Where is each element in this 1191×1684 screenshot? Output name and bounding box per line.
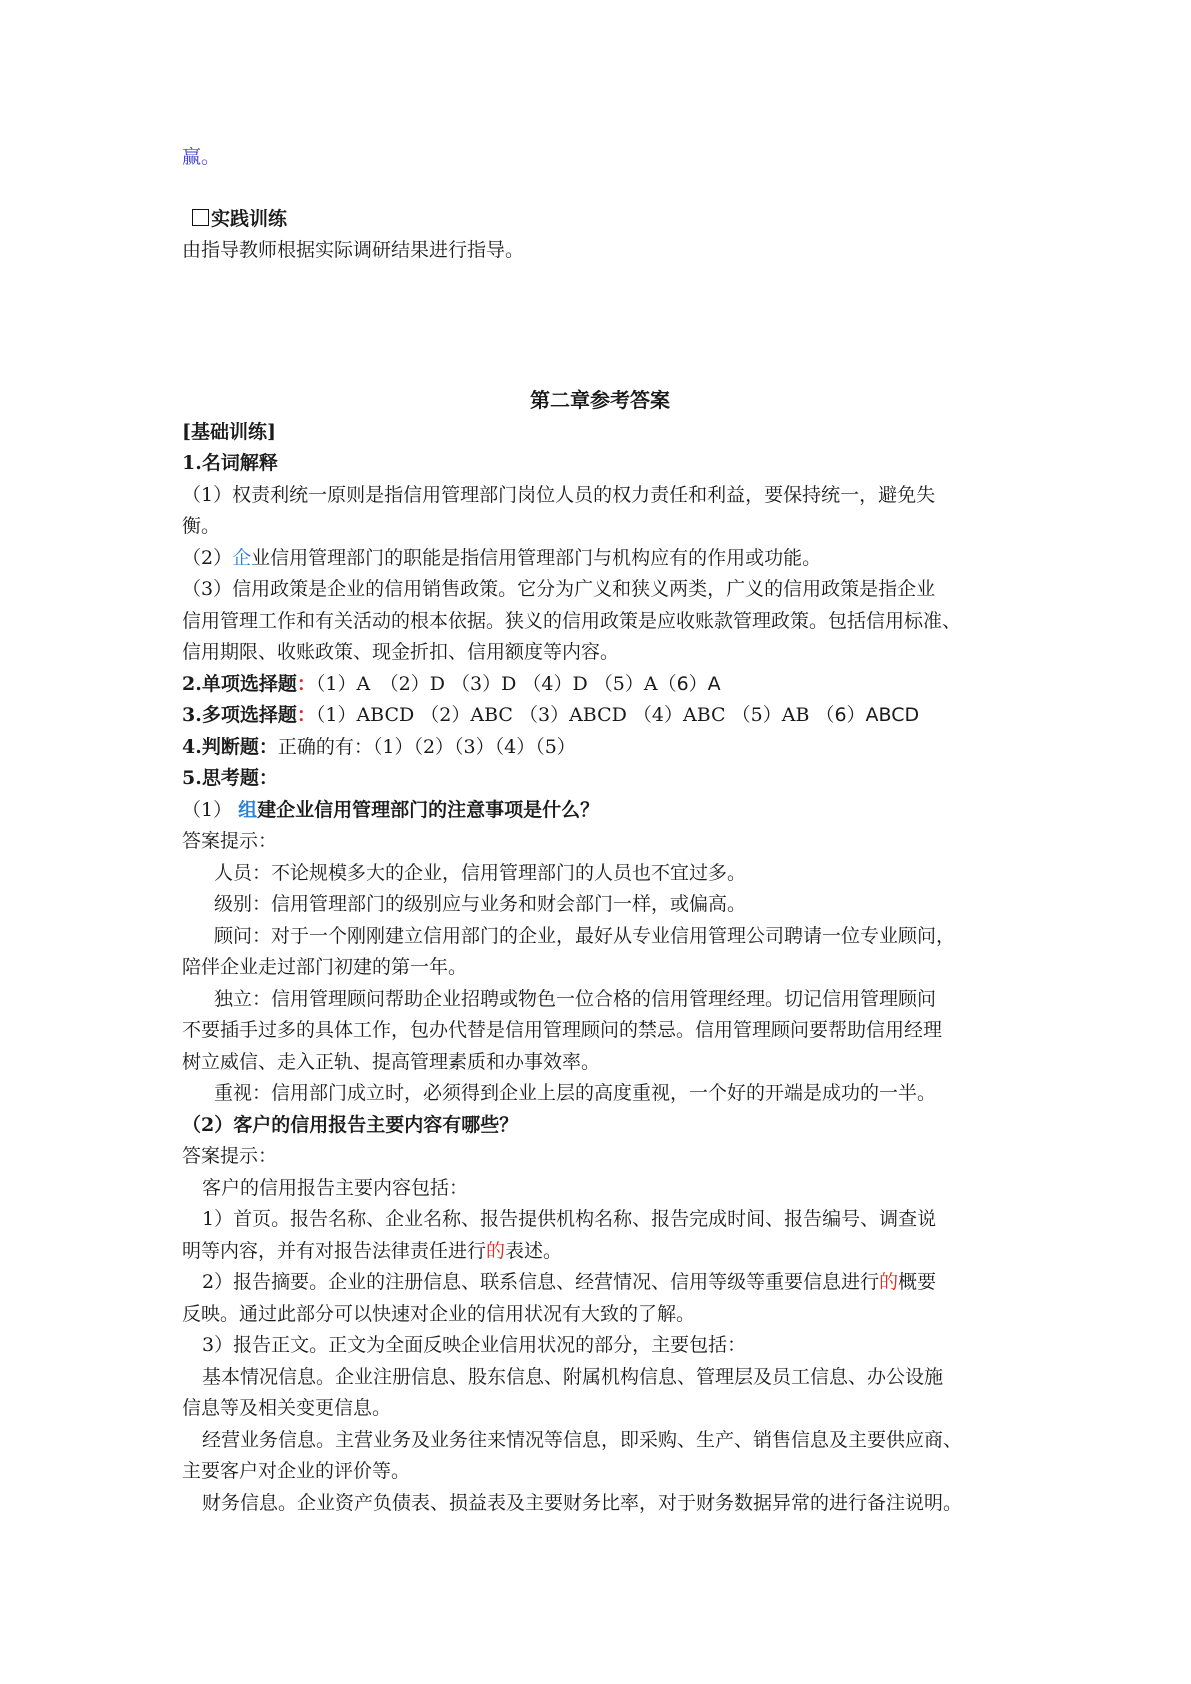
q5-independence: 独立：信用管理顾问帮助企业招聘或物色一位合格的信用管理经理。切记信用管理顾问 <box>214 987 937 1010</box>
report-item-3: 3）报告正文。正文为全面反映企业信用状况的部分，主要包括： <box>202 1334 747 1356</box>
report-business-info: 经营业务信息。主营业务及业务往来情况等信息，即采购、生产、销售信息及主要供应商、 <box>202 1428 963 1451</box>
q5-independence-cont2: 树立威信、走入正轨、提高管理素质和办事效率。 <box>182 1050 601 1073</box>
practice-heading: 实践训练 <box>182 204 1018 236</box>
q1-item-3-cont2: 信用期限、收账政策、现金折扣、信用额度等内容。 <box>182 641 620 663</box>
report-item-2-cont: 反映。通过此部分可以快速对企业的信用状况有大致的了解。 <box>182 1302 696 1325</box>
q1-heading: 1.名词解释 <box>182 452 278 474</box>
top-char: 赢 <box>182 146 202 168</box>
checkbox-icon <box>192 209 209 226</box>
q1-item-2: （2）企业信用管理部门的职能是指信用管理部门与机构应有的作用或功能。 <box>182 546 822 569</box>
q5-independence-cont: 不要插手过多的具体工作，包办代替是信用管理顾问的禁忌。信用管理顾问要帮助信用经理 <box>182 1019 943 1041</box>
q2-line: 2.单项选择题：（1）A （2）D （3）D （4）D （5）A（6）A <box>182 672 721 695</box>
chapter-title: 第二章参考答案 <box>530 387 670 412</box>
report-item-2: 2）报告摘要。企业的注册信息、联系信息、经营情况、信用等级等重要信息进行的概要 <box>202 1271 937 1293</box>
q5-heading: 5.思考题： <box>182 767 278 789</box>
report-financial-info: 财务信息。企业资产负债表、损益表及主要财务比率，对于财务数据异常的进行备注说明。 <box>202 1491 963 1514</box>
q5-personnel: 人员：不论规模多大的企业，信用管理部门的人员也不宜过多。 <box>214 861 747 884</box>
q5-sub2-question: （2）客户的信用报告主要内容有哪些？ <box>182 1113 519 1136</box>
report-basic-info: 基本情况信息。企业注册信息、股东信息、附属机构信息、管理层及员工信息、办公设施 <box>202 1365 944 1388</box>
q1-item-1: （1）权责利统一原则是指信用管理部门岗位人员的权力责任和利益，要保持统一，避免失 <box>182 483 936 506</box>
report-item-1-cont: 明等内容，并有对报告法律责任进行的表述。 <box>182 1239 563 1262</box>
top-fragment <box>182 142 1018 174</box>
report-intro: 客户的信用报告主要内容包括： <box>202 1176 469 1199</box>
top-punct: 。 <box>201 146 221 168</box>
q1-item-3-cont: 信用管理工作和有关活动的根本依据。狭义的信用政策是应收账款管理政策。包括信用标准、 <box>182 609 962 632</box>
q5-advisor-cont: 陪伴企业走过部门初建的第一年。 <box>182 956 468 978</box>
q5-importance: 重视：信用部门成立时，必须得到企业上层的高度重视，一个好的开端是成功的一半。 <box>214 1082 937 1104</box>
report-item-1: 1）首页。报告名称、企业名称、报告提供机构名称、报告完成时间、报告编号、调查说 <box>202 1208 937 1230</box>
q5-hint-2: 答案提示： <box>182 1145 278 1167</box>
q5-advisor: 顾问：对于一个刚刚建立信用部门的企业，最好从专业信用管理公司聘请一位专业顾问， <box>214 924 956 947</box>
q5-level: 级别：信用管理部门的级别应与业务和财会部门一样，或偏高。 <box>214 893 747 915</box>
document-body <box>182 142 1018 1519</box>
report-business-info-cont: 主要客户对企业的评价等。 <box>182 1460 411 1482</box>
practice-text: 由指导教师根据实际调研结果进行指导。 <box>182 239 525 261</box>
q5-sub1-question: （1） 组建企业信用管理部门的注意事项是什么？ <box>182 798 600 821</box>
report-basic-info-cont: 信息等及相关变更信息。 <box>182 1397 392 1419</box>
q1-item-3: （3）信用政策是企业的信用销售政策。它分为广义和狭义两类，广义的信用政策是指企业 <box>182 578 936 600</box>
q1-item-1-cont: 衡。 <box>182 515 221 537</box>
q4-line: 4.判断题：正确的有：（1）（2）（3）（4）（5） <box>182 735 576 758</box>
q5-hint-1: 答案提示： <box>182 830 278 852</box>
section-basic-heading: [基础训练] <box>182 420 276 443</box>
q3-line: 3.多项选择题：（1）ABCD （2）ABC （3）ABCD （4）ABC （5）AB （6）ABCD <box>182 704 920 726</box>
